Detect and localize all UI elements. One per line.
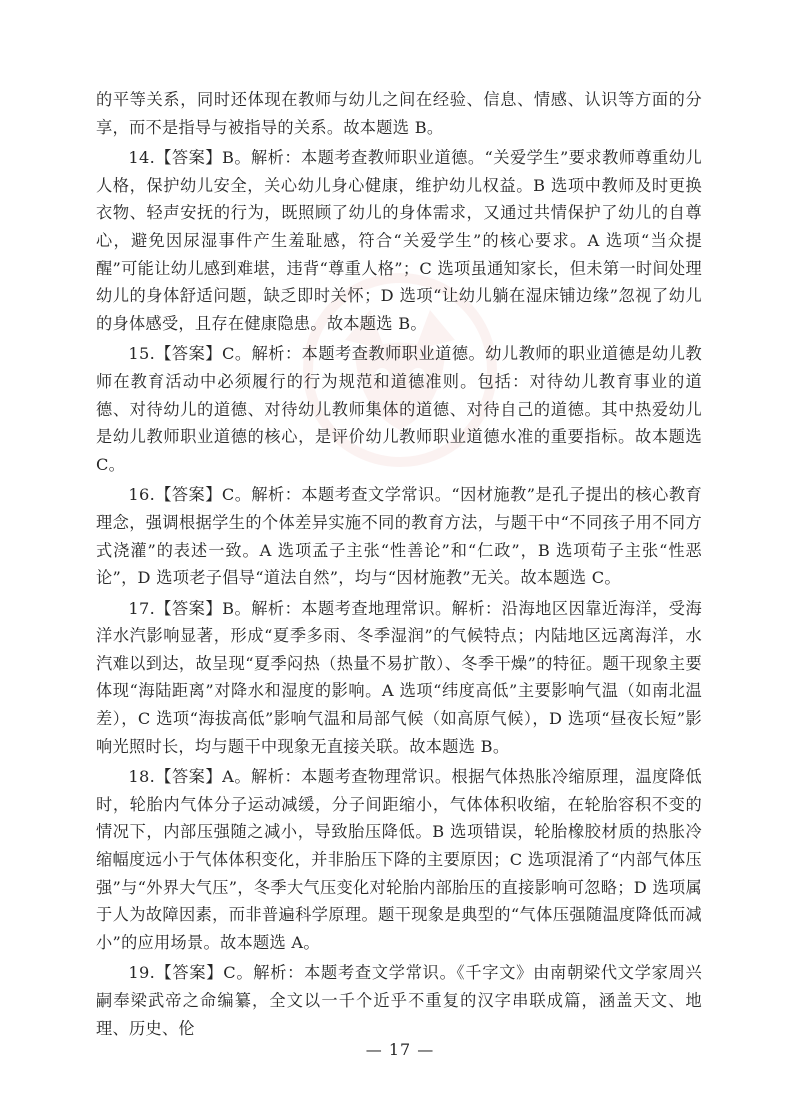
paragraph-q15: 15.【答案】C。解析：本题考查教师职业道德。幼儿教师的职业道德是幼儿教师在教育活动中必须履行的行为规范和道德准则。包括：对待幼儿教育事业的道德、对待幼儿的道德、对待幼儿教师集体的道德、对待自己的道德。其中热爱幼儿是幼儿教师职业道德的核心，是评价幼儿教师职业道德水准的重要指标。故本题选 C。 <box>96 344 702 474</box>
paragraph-q14: 14.【答案】B。解析：本题考查教师职业道德。“关爱学生”要求教师尊重幼儿人格，保护幼儿安全，关心幼儿身心健康，维护幼儿权益。B 选项中教师及时更换衣物、轻声安抚的行为，既照顾了幼儿的身体需求，又通过共情保护了幼儿的自尊心，避免因尿湿事件产生羞耻感，符合“关爱学生”的核心要求。A 选项“当众提醒”可能让幼儿感到难堪，违背“尊重人格”；C 选项虽通知家长，但未第一时间处理幼儿的身体舒适问题，缺乏即时关怀；D 选项“让幼儿躺在湿床铺边缘”忽视了幼儿的身体感受，且存在健康隐患。故本题选 B。 <box>96 148 702 333</box>
page-number: — 17 — <box>365 1040 435 1059</box>
paragraph-q19: 19.【答案】C。解析：本题考查文学常识。《千字文》由南朝梁代文学家周兴嗣奉梁武帝之命编纂，全文以一千个近乎不重复的汉字串联成篇，涵盖天文、地理、历史、伦 <box>96 963 702 1038</box>
answer-explanations <box>96 86 702 1045</box>
paragraph-q17: 17.【答案】B。解析：本题考查地理常识。解析：沿海地区因靠近海洋，受海洋水汽影响显著，形成“夏季多雨、冬季湿润”的气候特点；内陆地区远离海洋，水汽难以到达，故呈现“夏季闷热（热量不易扩散）、冬季干燥”的特征。题干现象主要体现“海陆距离”对降水和湿度的影响。A 选项“纬度高低”主要影响气温（如南北温差），C 选项“海拔高低”影响气温和局部气候（如高原气候），D 选项“昼夜长短”影响光照时长，均与题干中现象无直接关联。故本题选 B。 <box>96 598 702 756</box>
paragraph-continued: 的平等关系，同时还体现在教师与幼儿之间在经验、信息、情感、认识等方面的分享，而不是指导与被指导的关系。故本题选 B。 <box>96 90 702 137</box>
paragraph-q16: 16.【答案】C。解析：本题考查文学常识。“因材施教”是孔子提出的核心教育理念，强调根据学生的个体差异实施不同的教育方法，与题干中“不同孩子用不同方式浇灌”的表述一致。A 选项孟子主张“性善论”和“仁政”，B 选项荀子主张“性恶论”，D 选项老子倡导“道法自然”，均与“因材施教”无关。故本题选 C。 <box>96 485 702 588</box>
paragraph-q18: 18.【答案】A。解析：本题考查物理常识。根据气体热胀冷缩原理，温度降低时，轮胎内气体分子运动减缓，分子间距缩小，气体体积收缩，在轮胎容积不变的情况下，内部压强随之减小，导致胎压降低。B 选项错误，轮胎橡胶材质的热胀冷缩幅度远小于气体体积变化，并非胎压下降的主要原因；C 选项混淆了“内部气体压强”与“外界大气压”，冬季大气压变化对轮胎内部胎压的直接影响可忽略；D 选项属于人为故障因素，而非普遍科学原理。题干现象是典型的“气体压强随温度降低而减小”的应用场景。故本题选 A。 <box>96 767 702 952</box>
